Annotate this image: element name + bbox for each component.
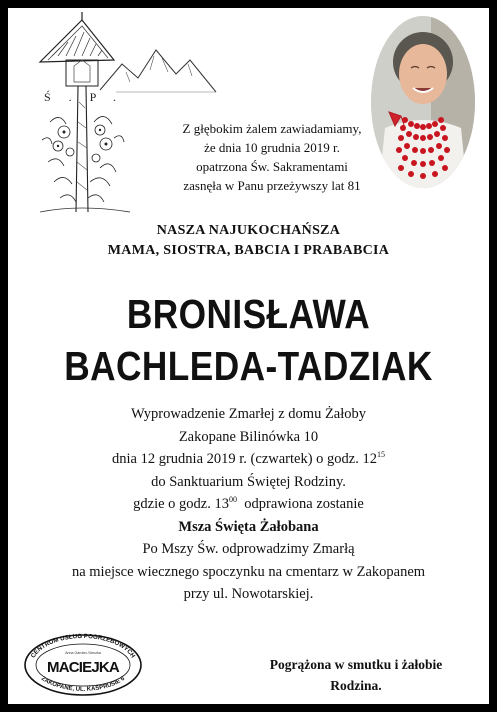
notice-line: Z głębokim żalem zawiadamiamy, [182, 121, 362, 136]
signature-line: Pogrążona w smutku i żałobie [269, 657, 443, 672]
logo-brand: MACIEJKA [47, 659, 119, 676]
signature-line: Rodzina. [330, 678, 382, 693]
time-minutes: 15 [376, 450, 385, 459]
details-text: gdzie o godz. 13 [133, 496, 229, 512]
funeral-home-logo [22, 632, 144, 696]
mourning-signature [240, 654, 472, 696]
family-relation [8, 221, 489, 261]
details-line: na miejsce wiecznego spoczynku na cmentarz w Zakopanem [71, 563, 426, 580]
time-minutes: 00 [229, 495, 237, 504]
details-text: dnia 12 grudnia 2019 r. (czwartek) o godz. 12 [112, 451, 377, 467]
notice-line: że dnia 10 grudnia 2019 r. [204, 140, 340, 155]
logo-ring-bottom: ZAKOPANE, UL. KASPRUSIE 6 [39, 675, 127, 693]
relation-line: MAMA, SIOSTRA, BABCIA I PRABABCIA [107, 243, 390, 258]
deceased-portrait [371, 16, 475, 188]
logo-owner: Anna Garniec-Sieczka [65, 651, 101, 655]
death-notice [162, 119, 382, 195]
details-line: Wyprowadzenie Zmarłej z domu Żałoby [130, 406, 367, 422]
details-line: przy ul. Nowotarskiej. [183, 586, 314, 602]
obituary-card [8, 8, 489, 704]
logo-ring-top: CENTRUM USŁUG POGRZEBOWYCH [29, 632, 137, 660]
sp-initials: Ś.P. [44, 90, 135, 104]
details-line: Zakopane Bilinówka 10 [178, 428, 319, 445]
portrait-image [371, 16, 475, 188]
details-line [8, 493, 489, 516]
deceased-last-name: BACHLEDA-TADZIAK [64, 343, 433, 389]
funeral-details [8, 403, 489, 606]
details-line [8, 448, 489, 471]
mass-title: Msza Święta Żałobana [178, 518, 319, 535]
relation-line: NASZA NAJUKOCHAŃSZA [156, 223, 341, 238]
details-text: odprawiona zostanie [237, 496, 364, 512]
deceased-first-name: BRONISŁAWA [126, 291, 371, 337]
notice-line: zasnęła w Panu przeżywszy lat 81 [183, 178, 361, 193]
details-line: do Sanktuarium Świętej Rodziny. [151, 473, 346, 490]
notice-line: opatrzona Św. Sakramentami [196, 159, 348, 174]
details-line: Po Mszy Św. odprowadzimy Zmarłą [142, 541, 355, 557]
